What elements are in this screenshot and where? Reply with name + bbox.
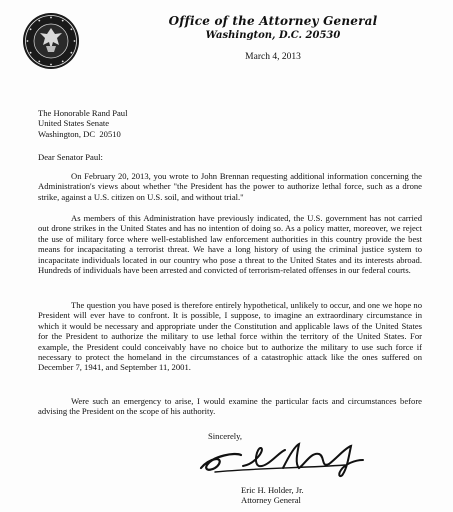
salutation: Dear Senator Paul: [38, 152, 103, 162]
paragraph-text: On February 20, 2013, you wrote to John Brennan requesting additional information concerning the Administration's views about whether "the President has the power to authorize lethal force, such as a drone strike, against a U.S. citizen on U.S. soil, and without trial." [38, 171, 422, 202]
letter-date: March 4, 2013 [245, 52, 301, 62]
signer-block [241, 485, 304, 506]
recipient-office: United States Senate [38, 118, 110, 129]
recipient-name: The Honorable Rand Paul [38, 108, 128, 118]
recipient-address-block [38, 108, 338, 139]
office-address: Washington, D.C. 20530 [205, 30, 341, 41]
paragraph-3 [38, 300, 422, 373]
closing: Sincerely, [208, 431, 243, 441]
office-title: Office of the Attorney General [168, 14, 378, 28]
recipient-address: Washington, DC 20510 [38, 128, 121, 139]
paragraph-text: As members of this Administration have previously indicated, the U.S. government has not carried out drone strikes in the United States and has no intention of doing so. As a policy matter, moreover, we reject the use of military force where well-established law enforcement authorities in this country provide the best means for incapacitating a terrorist threat. We have a long history of using the criminal justice system to incapacitate individuals located in our country who pose a threat to the United States and its interests abroad. Hundreds of individuals have been arrested and convicted of terrorism-related offenses in our federal courts. [38, 213, 422, 276]
paragraph-text: The question you have posed is therefore entirely hypothetical, unlikely to occur, and one we hope no President will ever have to confront. It is possible, I suppose, to imagine an extraordinary circumstance in which it would be necessary and appropriate under the Constitution and applicable laws of the United States for the President to authorize the military to use lethal force within the territory of the United States. For example, the President could conceivably have no choice but to authorize the military to use such force if necessary to protect the homeland in the circumstances of a catastrophic attack like the ones suffered on December 7, 1941, and September 11, 2001. [38, 300, 422, 373]
paragraph-2 [38, 213, 422, 275]
doj-seal-icon [22, 12, 80, 70]
signer-name: Eric H. Holder, Jr. [241, 485, 304, 495]
paragraph-4 [38, 396, 422, 417]
handwritten-signature [195, 438, 370, 480]
paragraph-text: Were such an emergency to arise, I would examine the particular facts and circumstances before advising the President on the scope of his authority. [38, 396, 422, 417]
paragraph-1 [38, 171, 422, 202]
letterhead [130, 14, 416, 64]
signer-title: Attorney General [241, 495, 301, 506]
